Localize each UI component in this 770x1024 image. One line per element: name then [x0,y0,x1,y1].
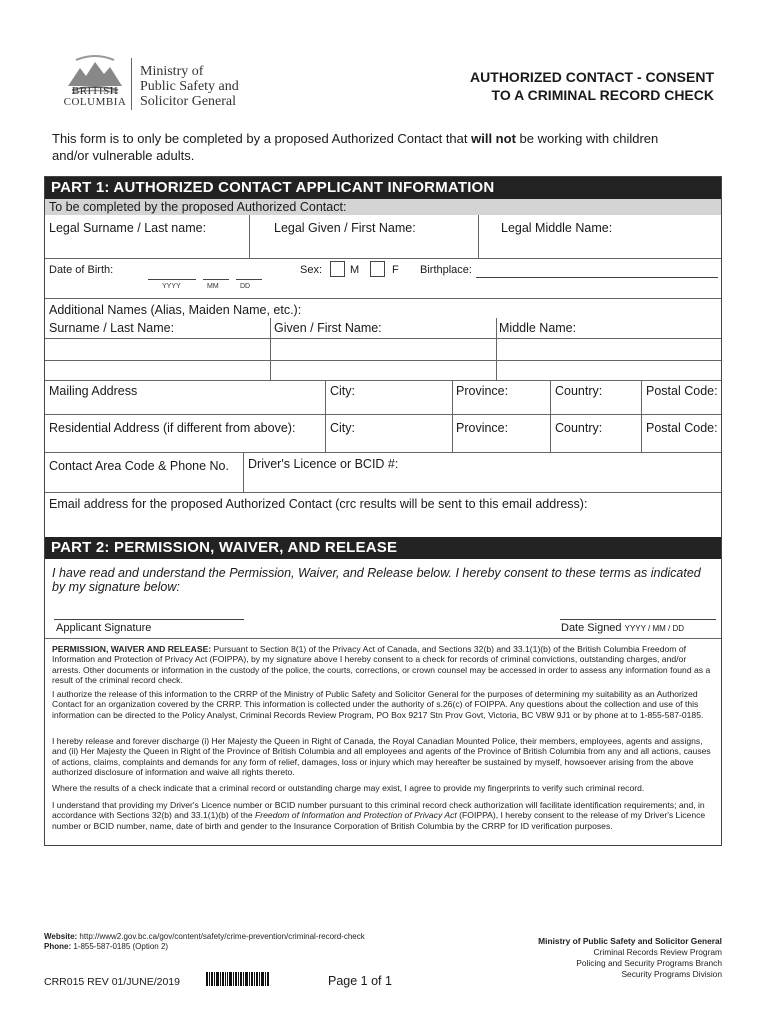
barcode-icon [206,972,270,986]
birthplace-field[interactable] [476,277,718,278]
divider [45,452,721,453]
part2-heading: PART 2: PERMISSION, WAIVER, AND RELEASE [45,537,721,559]
divider [641,380,642,452]
form-code: CRR015 REV 01/JUNE/2019 [44,976,180,988]
page-number: Page 1 of 1 [328,974,392,988]
sex-label: Sex: [300,264,323,276]
waiver-paragraph-2: I authorize the release of this information to the CRRP of the Ministry of Public Safety and Solicitor General for the purposes of determining my suitability as an Authorized Contact for an organization covered by the CRRP. This information is collected under the authority of s.26(c) of FOIPPA. Any questions about the collection and use of this information can be directed to the Policy Analyst, Criminal Records Review Program, PO Box 9217 Stn Prov Govt, Victoria, BC V8W 9J1 or by phone at to 1-855-587-0185. [52,689,704,720]
dob-label: Date of Birth: [49,264,114,276]
part1-subheading: To be completed by the proposed Authorized Contact: [45,199,721,215]
divider [249,215,250,259]
waiver-paragraph-4: Where the results of a check indicate that a criminal record or outstanding charge may exist, I agree to provide my fingerprints to verify such criminal record. [52,783,645,793]
website-link[interactable]: http://www2.gov.bc.ca/gov/content/safety/crime-prevention/criminal-record-check [77,932,365,941]
footer-contact: Website: http://www2.gov.bc.ca/gov/content/safety/crime-prevention/criminal-record-check Phone: 1-855-587-0185 (Option 2) [44,932,365,951]
logo-divider [131,58,132,110]
dob-year-field[interactable] [148,279,196,280]
divider [496,318,497,380]
footer-organization: Ministry of Public Safety and Solicitor General Criminal Records Review Program Policing and Security Programs Branch Security Programs Division [538,936,722,979]
waiver-paragraph-5: I understand that providing my Driver's Licence number or BCID number pursuant to this criminal record check authorization will facilitate identification requirements; and, in accordance with Sections 32(b) and 33.1(1)(b) of the Freedom of Information and Protection of Privacy Act (FOIPPA), I hereby consent to the release of my Driver's Licence number or BCID number, name, date of birth and gender to the Insurance Corporation of British Columbia by the CRRP for ID verification purposes. [52,800,706,831]
additional-names-label: Additional Names (Alias, Maiden Name, etc.): [49,303,302,317]
divider [45,360,721,361]
divider [45,638,721,639]
divider [325,380,326,452]
mailing-city-label: City: [330,384,355,398]
divider [45,414,721,415]
residential-province-label: Province: [456,421,509,435]
divider [452,380,453,452]
dob-month-field[interactable] [203,279,229,280]
birthplace-label: Birthplace: [420,264,472,276]
dob-month-hint: MM [207,283,219,290]
divider [550,380,551,452]
consent-statement: I have read and understand the Permission, Waiver, and Release below. I hereby consent to these terms as indicated by my signature below: [52,566,701,594]
form-title: AUTHORIZED CONTACT - CONSENT TO A CRIMINAL RECORD CHECK [470,69,714,103]
dob-year-hint: YYYY [162,283,181,290]
signature-label: Applicant Signature [56,622,152,634]
surname-label: Legal Surname / Last name: [49,221,207,235]
divider [45,380,721,381]
divider [45,298,721,299]
waiver-paragraph-3: I hereby release and forever discharge (i) Her Majesty the Queen in Right of Canada, the Royal Canadian Mounted Police, their members, employees, agents and assigns, and (ii) Her Majesty the Queen in Right of the Province of British Columbia and all employees and agents of the Province of British Columbia from any and all actions, causes of actions, claims, complaints and demands for any form of relief, damages, loss or injury which may hereafter be sustained by myself, howsoever arising from the above authorized disclosure of information and waive all rights thereto. [52,736,711,778]
residential-address-label: Residential Address (if different from above): [49,421,296,435]
divider [270,318,271,380]
intro-text: This form is to only be completed by a proposed Authorized Contact that will not be working with children and/or vulnerable adults. [52,131,659,163]
date-signed-label: Date Signed YYYY / MM / DD [561,622,685,634]
sex-male-checkbox[interactable] [330,261,345,277]
divider [45,258,721,259]
divider [45,492,721,493]
divider [45,338,721,339]
mailing-province-label: Province: [456,384,509,398]
residential-postal-label: Postal Code: [646,421,718,435]
middle-name-label: Legal Middle Name: [501,221,613,235]
residential-city-label: City: [330,421,355,435]
mailing-postal-label: Postal Code: [646,384,718,398]
dob-day-field[interactable] [236,279,262,280]
residential-country-label: Country: [555,421,603,435]
alias-given-label: Given / First Name: [274,321,382,335]
phone-label: Contact Area Code & Phone No. [49,459,229,473]
given-name-label: Legal Given / First Name: [274,221,416,235]
mailing-address-label: Mailing Address [49,384,138,398]
divider [243,452,244,492]
alias-middle-label: Middle Name: [499,321,577,335]
divider [478,215,479,259]
email-label: Email address for the proposed Authorized Contact (crc results will be sent to this email address): [49,497,588,511]
licence-label: Driver's Licence or BCID #: [248,457,399,471]
sex-female-checkbox[interactable] [370,261,385,277]
sex-male-label: M [350,264,360,276]
bc-logo-wordmark: BRITISH COLUMBIA [63,85,127,108]
waiver-paragraph-1: PERMISSION, WAIVER AND RELEASE: Pursuant to Section 8(1) of the Privacy Act of Canada, and Sections 32(b) and 33.1(1)(b) of the British Columbia Freedom of Information and Protection of Privacy Act (FOIPPA), by my signature above I hereby consent to a check for records of criminal convictions, outstanding charges, and/or arrests. Other documents or information in the custody of the police, the courts, corrections, or crown counsel may be accessed in order to assess any information found as a result of the criminal record check. [52,644,711,686]
part1-heading: PART 1: AUTHORIZED CONTACT APPLICANT INFORMATION [45,177,721,199]
alias-surname-label: Surname / Last Name: [49,321,175,335]
ministry-name: Ministry of Public Safety and Solicitor General [140,64,239,109]
dob-day-hint: DD [240,283,251,290]
sex-female-label: F [392,264,399,276]
date-signed-field[interactable] [560,619,716,620]
applicant-signature-field[interactable] [54,619,244,620]
mailing-country-label: Country: [555,384,603,398]
